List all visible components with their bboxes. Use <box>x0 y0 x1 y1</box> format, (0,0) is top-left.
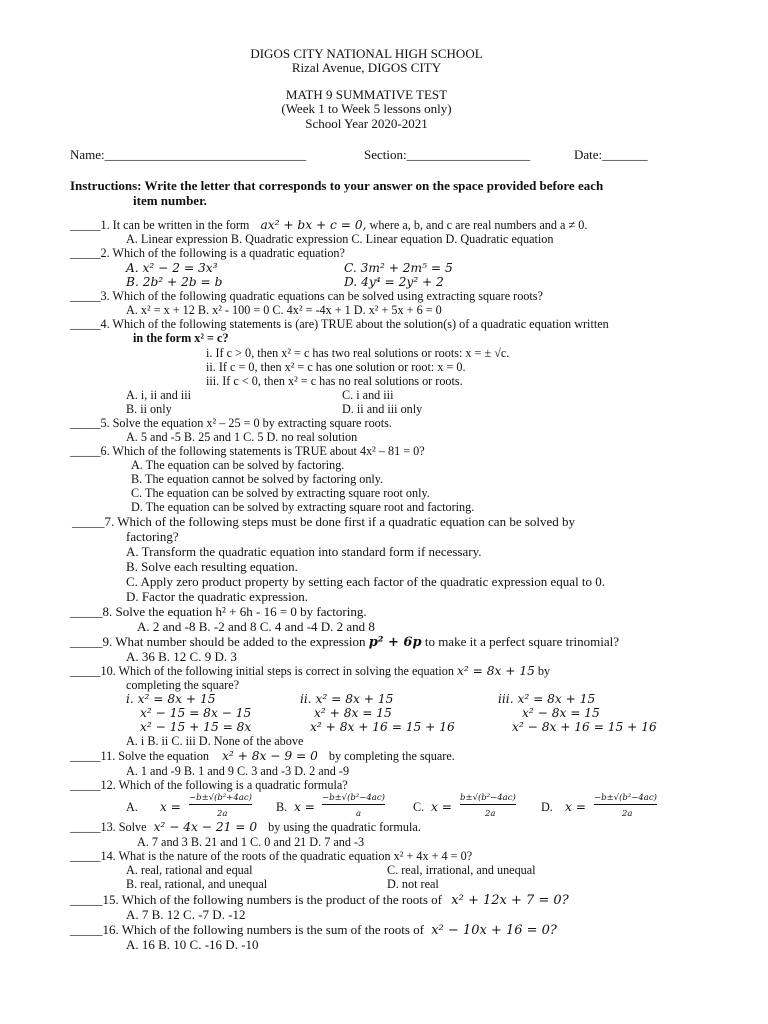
q4-option-b: B. ii only <box>126 402 172 416</box>
q2-option-b: B. 2b² + 2b = b <box>126 275 223 289</box>
q7-option-b: B. Solve each resulting equation. <box>126 559 298 574</box>
q12-option-b-label: B. <box>276 800 288 814</box>
q2-option-d: D. 4y⁴ = 2y² + 2 <box>344 275 444 289</box>
q16-formula: x² − 10x + 16 = 0? <box>431 923 557 938</box>
q5-stem: _____5. Solve the equation x² – 25 = 0 by extracting square roots. <box>70 416 392 430</box>
q7-option-a: A. Transform the quadratic equation into standard form if necessary. <box>126 544 482 559</box>
q14-option-a: A. real, rational and equal <box>126 863 253 877</box>
q12-option-d-denominator: 2a <box>622 809 633 819</box>
q12-option-b-denominator: a <box>356 809 362 819</box>
instructions-line-2: item number. <box>133 193 207 208</box>
q10-text-b: by <box>537 664 551 678</box>
q1-text-b: where a, b, and c are real numbers and a ≠ 0. <box>369 218 588 232</box>
q11-options: A. 1 and -9 B. 1 and 9 C. 3 and -3 D. 2 and -9 <box>126 764 350 778</box>
q6-option-a: A. The equation can be solved by factoring. <box>131 458 345 472</box>
q15-options: A. 7 B. 12 C. -7 D. -12 <box>126 907 246 922</box>
q11-formula: x² + 8x − 9 = 0 <box>222 749 318 763</box>
q7-stem: _____7. Which of the following steps must be done first if a quadratic equation can be solved by <box>72 514 576 529</box>
q15-text: _____15. Which of the following numbers is the product of the roots of <box>70 892 443 907</box>
q11-stem <box>70 750 455 762</box>
name-field[interactable]: Name:_______________________________ <box>70 147 307 162</box>
q12-option-d-label: D. <box>541 800 553 814</box>
q14-option-b: B. real, rational, and unequal <box>126 877 268 891</box>
q12-option-d-numerator: −b±√(b²−4ac) <box>594 793 657 803</box>
q5-options: A. 5 and -5 B. 25 and 1 C. 5 D. no real solution <box>126 430 358 444</box>
q15-stem <box>70 893 569 907</box>
q10-option-iii-line-1: iii. x² = 8x + 15 <box>498 692 596 706</box>
q16-options: A. 16 B. 10 C. -16 D. -10 <box>126 937 259 952</box>
q4-statement-i: i. If c > 0, then x² = c has two real solutions or roots: x = ± √c. <box>206 346 510 360</box>
q2-option-c: C. 3m² + 2m⁵ = 5 <box>344 261 453 275</box>
q14-option-c: C. real, irrational, and unequal <box>387 863 536 877</box>
q9-options: A. 36 B. 12 C. 9 D. 3 <box>126 649 237 664</box>
q1-formula: ax² + bx + c = 0, <box>260 218 367 232</box>
q16-text: _____16. Which of the following numbers is the sum of the roots of <box>70 922 424 937</box>
q7-option-c: C. Apply zero product property by setting each factor of the quadratic expression equal to 0. <box>126 574 606 589</box>
q12-stem: _____12. Which of the following is a quadratic formula? <box>70 778 348 792</box>
q4-option-a: A. i, ii and iii <box>126 388 191 402</box>
school-year: School Year 2020-2021 <box>305 116 428 131</box>
q10-option-iii-line-2: x² − 8x = 15 <box>522 706 600 720</box>
q4-option-c: C. i and iii <box>342 388 394 402</box>
q12-option-d-x: x = <box>565 800 586 814</box>
q10-option-i-line-2: x² − 15 = 8x − 15 <box>140 706 252 720</box>
q10-options: A. i B. ii C. iii D. None of the above <box>126 734 304 748</box>
test-title: MATH 9 SUMMATIVE TEST <box>285 87 448 102</box>
q15-formula: x² + 12x + 7 = 0? <box>451 893 569 908</box>
q7-stem-line-2: factoring? <box>126 529 179 544</box>
instructions-line-1: Instructions: Write the letter that corresponds to your answer on the space provided before each <box>70 178 604 193</box>
q10-stem-line-2: completing the square? <box>126 678 240 692</box>
q13-text: _____13. Solve <box>70 820 147 834</box>
q6-option-c: C. The equation can be solved by extracting square root only. <box>131 486 430 500</box>
q7-option-d: D. Factor the quadratic expression. <box>126 589 308 604</box>
q12-option-a-label: A. <box>126 800 138 814</box>
q12-option-c-numerator: b±√(b²−4ac) <box>460 793 516 803</box>
q3-stem: _____3. Which of the following quadratic equations can be solved using extracting square roots? <box>70 289 543 303</box>
q2-option-a: A. x² − 2 = 3x³ <box>126 261 218 275</box>
q10-option-ii-line-2: x² + 8x = 15 <box>314 706 392 720</box>
q6-option-b: B. The equation cannot be solved by factoring only. <box>131 472 384 486</box>
q13-stem <box>70 821 421 833</box>
q10-stem <box>70 665 550 677</box>
q8-stem: _____8. Solve the equation h² + 6h - 16 = 0 by factoring. <box>70 604 367 619</box>
q1-stem <box>70 219 587 231</box>
q13-formula: x² − 4x − 21 = 0 <box>153 820 258 834</box>
q4-stem-line-2: in the form x² = c? <box>133 331 229 345</box>
q13-options: A. 7 and 3 B. 21 and 1 C. 0 and 21 D. 7 and -3 <box>137 835 365 849</box>
q16-stem <box>70 923 557 937</box>
q4-statement-iii: iii. If c < 0, then x² = c has no real solutions or roots. <box>206 374 463 388</box>
q8-options: A. 2 and -8 B. -2 and 8 C. 4 and -4 D. 2 and 8 <box>137 619 375 634</box>
q4-stem: _____4. Which of the following statements is (are) TRUE about the solution(s) of a quadratic equation written <box>70 317 609 331</box>
q9-formula: p² + 6p <box>368 635 422 650</box>
school-address: Rizal Avenue, DIGOS CITY <box>291 60 442 75</box>
q10-option-iii-line-3: x² − 8x + 16 = 15 + 16 <box>512 720 657 734</box>
q4-option-d: D. ii and iii only <box>342 402 423 416</box>
q9-text-b: to make it a perfect square trinomial? <box>424 634 620 649</box>
q12-option-c-label: C. <box>413 800 425 814</box>
q12-option-b-numerator: −b±√(b²−4ac) <box>322 793 385 803</box>
q2-stem: _____2. Which of the following is a quadratic equation? <box>70 246 345 260</box>
q10-option-i-line-1: i. x² = 8x + 15 <box>126 692 216 706</box>
q9-text: _____9. What number should be added to the expression <box>70 634 366 649</box>
q10-option-ii-line-3: x² + 8x + 16 = 15 + 16 <box>310 720 455 734</box>
q4-statement-ii: ii. If c = 0, then x² = c has one solution or root: x = 0. <box>206 360 466 374</box>
q1-options: A. Linear expression B. Quadratic expression C. Linear equation D. Quadratic equation <box>126 232 554 246</box>
q10-text: _____10. Which of the following initial steps is correct in solving the equation <box>70 664 454 678</box>
q12-option-a-x: x = <box>160 800 181 814</box>
q12-option-c-denominator: 2a <box>485 809 496 819</box>
q3-options: A. x² = x + 12 B. x² - 100 = 0 C. 4x² = -4x + 1 D. x² + 5x + 6 = 0 <box>126 303 442 317</box>
q11-text-b: by completing the square. <box>328 749 455 763</box>
q14-stem: _____14. What is the nature of the roots of the quadratic equation x² + 4x + 4 = 0? <box>70 849 473 863</box>
q12-option-c-x: x = <box>431 800 452 814</box>
q12-option-a-denominator: 2a <box>217 809 228 819</box>
section-field[interactable]: Section:___________________ <box>364 147 531 162</box>
q11-text: _____11. Solve the equation <box>70 749 210 763</box>
q13-text-b: by using the quadratic formula. <box>268 820 421 834</box>
q10-formula: x² = 8x + 15 <box>457 664 535 678</box>
q10-option-i-line-3: x² − 15 + 15 = 8x <box>140 720 252 734</box>
q12-option-a-numerator: −b±√(b²+4ac) <box>189 793 252 803</box>
q1-text: _____1. It can be written in the form <box>70 218 250 232</box>
q6-option-d: D. The equation can be solved by extracting square root and factoring. <box>131 500 475 514</box>
date-field[interactable]: Date:_______ <box>574 147 648 162</box>
q9-stem <box>70 635 619 649</box>
q6-stem: _____6. Which of the following statements is TRUE about 4x² – 81 = 0? <box>70 444 425 458</box>
q12-option-b-x: x = <box>294 800 315 814</box>
q10-option-ii-line-1: ii. x² = 8x + 15 <box>300 692 394 706</box>
q14-option-d: D. not real <box>387 877 439 891</box>
school-name: DIGOS CITY NATIONAL HIGH SCHOOL <box>250 46 483 61</box>
test-coverage: (Week 1 to Week 5 lessons only) <box>281 101 452 116</box>
